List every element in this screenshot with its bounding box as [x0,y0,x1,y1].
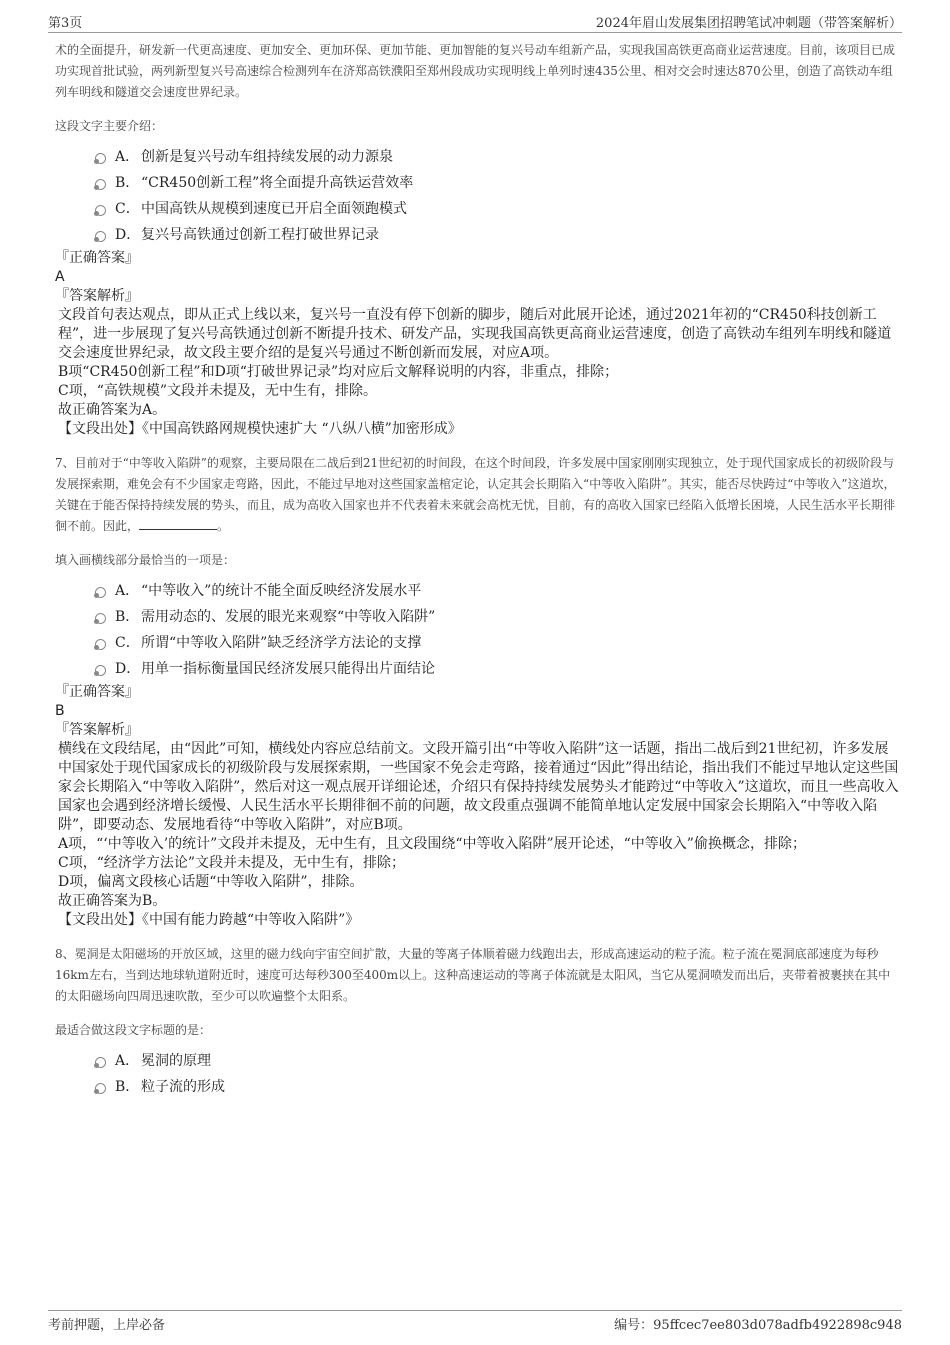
q6-answer: A [55,269,65,285]
fill-blank [139,517,217,530]
q6-option-b[interactable]: B． “CR450创新工程”将全面提升高铁运营效率 [95,170,902,196]
document-body [55,40,902,1100]
q7-answer-label: 『正确答案』 [55,684,139,700]
q8-prompt: 最适合做这段文字标题的是： [55,1023,212,1037]
q7-analysis-3: C项，“经济学方法论”文段并未提及，无中生有，排除； [58,855,406,871]
q6-analysis-3: C项，“高铁规模”文段并未提及，无中生有，排除。 [58,383,378,399]
q7-option-d[interactable]: D．用单一指标衡量国民经济发展只能得出片面结论 [95,656,902,682]
q6-option-c[interactable]: C．中国高铁从规模到速度已开启全面领跑模式 [95,196,902,222]
q7-analysis-2: A项，“‘中等收入’的统计”文段并未提及，无中生有，且文段围绕“中等收入陷阱”展开论述，“中等收入”偷换概念，排除； [58,836,806,852]
q7-analysis-1: 横线在文段结尾，由“因此”可知，横线处内容应总结前文。文段开篇引出“中等收入陷阱”这一话题，指出二战后到21世纪初，许多发展中国家处于现代国家成长的初级阶段与发展探索期，一些国家不免会走弯路，接着通过“因此”得出结论，指出我们不能过早地认定这些国家会长期陷入“中等收入陷阱”，然后对这一观点展开详细论述，介绍只有保持持续发展势头才能跨过“中等收入”这道坎，而且一些高收入国家也会遇到经济增长缓慢、人民生活水平长期徘徊不前的问题，故文段重点强调不能简单地认定发展中国家会长期陷入“中等收入陷阱”，即要动态、发展地看待“中等收入陷阱”，对应B项。 [58,741,899,833]
q6-source: 【文段出处】《中国高铁路网规模快速扩大 “八纵八横”加密形成》 [58,421,462,437]
q7-options [95,578,902,682]
q7-prompt: 填入画横线部分最恰当的一项是： [55,553,236,567]
q7-source: 【文段出处】《中国有能力跨越“中等收入陷阱”》 [58,912,360,928]
document-title: 2024年眉山发展集团招聘笔试冲刺题（带答案解析） [595,16,902,31]
q8-option-a[interactable]: A． 冕洞的原理 [95,1048,902,1074]
footer-slogan: 考前押题，上岸必备 [48,1318,166,1333]
q8-passage: 8、冕洞是太阳磁场的开放区域，这里的磁力线向宇宙空间扩散，大量的等离子体顺着磁力线跑出去，形成高速运动的粒子流。粒子流在冕洞底部速度为每秒16km左右，当到达地球轨道附近时，速度可达每秒300至400m以上。这种高速运动的等离子体流就是太阳风，当它从冕洞喷发而出后，夹带着被裹挟在其中的太阳磁场向四周迅速吹散，至少可以吹遍整个太阳系。 [55,947,891,1003]
q6-analysis-2: B项“CR450创新工程”和D项“打破世界记录”均对应后文解释说明的内容，非重点，排除； [58,364,619,380]
page-footer [48,1310,902,1333]
q7-option-b[interactable]: B． 需用动态的、发展的眼光来观察“中等收入陷阱” [95,604,902,630]
q7-analysis-label: 『答案解析』 [55,722,139,738]
q7-analysis-5: 故正确答案为B。 [58,893,167,909]
q6-prompt: 这段文字主要介绍： [55,119,164,133]
page-number: 第3页 [48,16,83,31]
q7-analysis-4: D项，偏离文段核心话题“中等收入陷阱”，排除。 [58,874,364,890]
q8-options [95,1048,902,1100]
q6-passage: 术的全面提升，研发新一代更高速度、更加安全、更加环保、更加节能、更加智能的复兴号动车组新产品，实现我国高铁更高商业运营速度。目前，该项目已成功实现首批试验，两列新型复兴号高速综合检测列车在济郑高铁濮阳至郑州段成功实现明线上单列时速435公里、相对交会时速达870公里，创造了高铁动车组列车明线和隧道交会速度世界纪录。 [55,43,896,99]
radio-icon[interactable] [95,179,106,190]
radio-icon[interactable] [95,231,106,242]
radio-icon[interactable] [95,587,106,598]
q7-option-a[interactable]: A． “中等收入”的统计不能全面反映经济发展水平 [95,578,902,604]
q6-option-d[interactable]: D．复兴号高铁通过创新工程打破世界记录 [95,222,902,248]
q6-answer-label: 『正确答案』 [55,250,139,266]
radio-icon[interactable] [95,639,106,650]
page-header [48,12,902,33]
q7-answer: B [55,703,65,719]
radio-icon[interactable] [95,1057,106,1068]
radio-icon[interactable] [95,153,106,164]
q8-option-b[interactable]: B． 粒子流的形成 [95,1074,902,1100]
q6-analysis-1: 文段首句表达观点，即从正式上线以来，复兴号一直没有停下创新的脚步，随后对此展开论述，通过2021年初的“CR450科技创新工程”，进一步展现了复兴号高铁通过创新不断提升技术、研发产品，实现我国高铁更高商业运营速度，创造了高铁动车组列车明线和隧道交会速度世界纪录，故文段主要介绍的是复兴号通过不断创新而发展，对应A项。 [58,307,892,361]
q6-analysis-4: 故正确答案为A。 [58,402,167,418]
radio-icon[interactable] [95,1083,106,1094]
q6-options [95,144,902,248]
q6-analysis-label: 『答案解析』 [55,288,139,304]
document-id: 编号：95ffcec7ee803d078adfb4922898c948 [614,1318,902,1333]
q6-option-a[interactable]: A． 创新是复兴号动车组持续发展的动力源泉 [95,144,902,170]
radio-icon[interactable] [95,205,106,216]
radio-icon[interactable] [95,665,106,676]
q7-passage: 7、目前对于“中等收入陷阱”的观察，主要局限在二战后到21世纪初的时间段，在这个时间段，许多发展中国家刚刚实现独立，处于现代国家成长的初级阶段与发展探索期，难免会有不少国家走弯路，因此，不能过早地对这些国家盖棺定论，认定其会长期陷入“中等收入陷阱”。其实，能否尽快跨过“中等收入”这道坎，关键在于能否保持持续发展的势头，而且，成为高收入国家也并不代表着未来就会高枕无忧，目前，有的高收入国家已经陷入低增长困境，人民生活水平长期徘徊不前。因此， 。 [55,456,896,533]
radio-icon[interactable] [95,613,106,624]
q7-option-c[interactable]: C．所谓“中等收入陷阱”缺乏经济学方法论的支撑 [95,630,902,656]
